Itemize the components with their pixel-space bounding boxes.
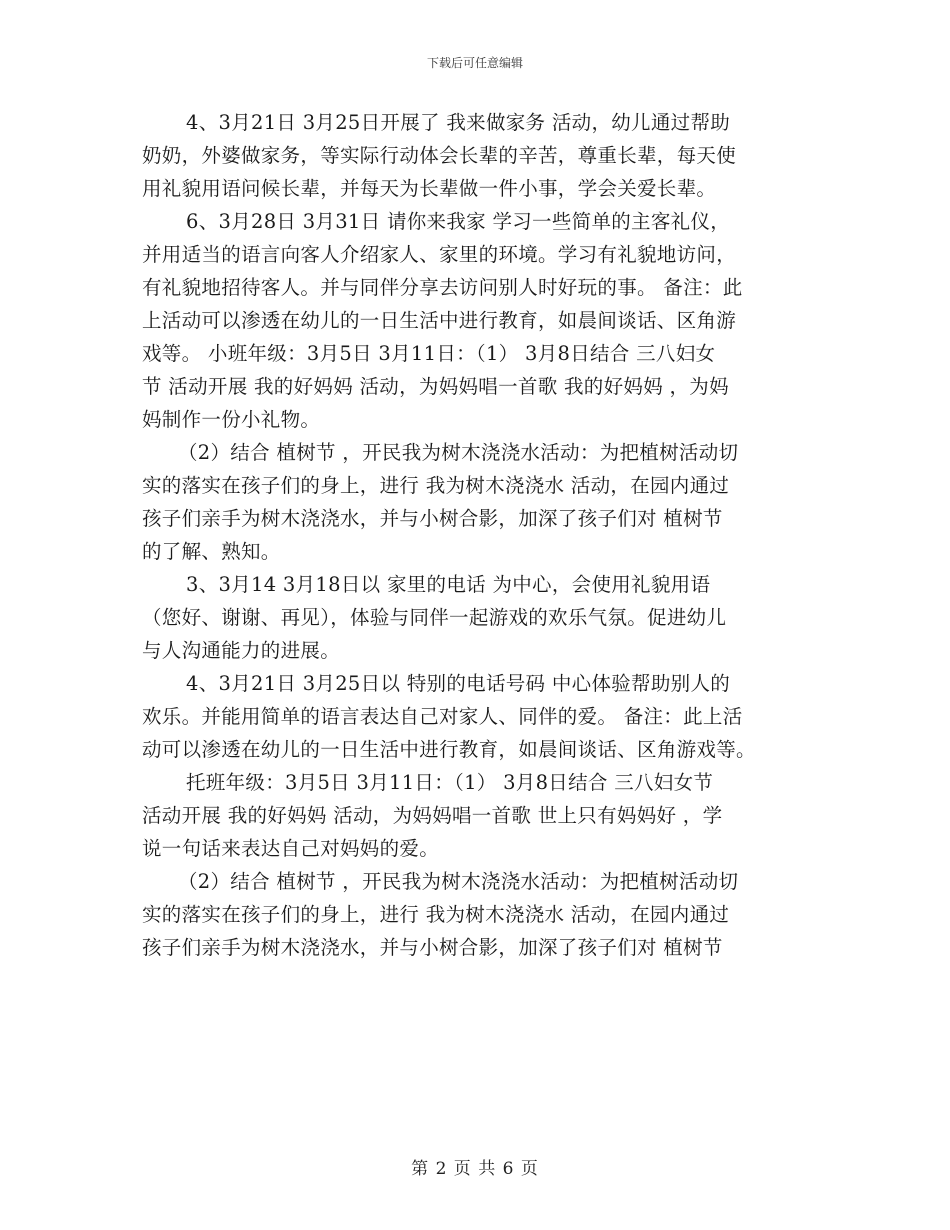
text-line: 的了解、熟知。 xyxy=(142,540,281,563)
text-line: （2）结合 植树节 ，开民我为树木浇浇水活动：为把植树活动切 xyxy=(178,870,739,893)
page-header: 下载后可任意编辑 xyxy=(426,56,523,70)
paragraph-special-phone-number xyxy=(142,667,812,766)
text-line: 戏等。 小班年级：3月5日 3月11日：（1） 3月8日结合 三八妇女 xyxy=(142,342,716,365)
paragraph-arbor-day-small-class xyxy=(142,436,812,568)
text-line: 上活动可以渗透在幼儿的一日生活中进行教育，如晨间谈话、区角游 xyxy=(142,309,737,332)
paragraph-household-chores xyxy=(142,106,812,205)
text-line: 3、3月14 3月18日以 家里的电话 为中心，会使用礼貌用语 xyxy=(186,573,711,596)
text-line: 与人沟通能力的进展。 xyxy=(142,639,341,662)
text-line: 有礼貌地招待客人。并与同伴分享去访问别人时好玩的事。 备注：此 xyxy=(142,276,743,299)
paragraph-nursery-class xyxy=(142,766,812,865)
paragraph-home-telephone xyxy=(142,568,812,667)
text-line: 并用适当的语言向客人介绍家人、家里的环境。学习有礼貌地访问， xyxy=(142,243,737,266)
paragraph-arbor-day-nursery xyxy=(142,865,812,964)
text-line: 活动开展 我的好妈妈 活动，为妈妈唱一首歌 世上只有妈妈好 ，学 xyxy=(142,804,723,827)
text-line: 动可以渗透在幼儿的一日生活中进行教育，如晨间谈话、区角游戏等。 xyxy=(142,738,756,761)
text-line: （您好、谢谢、再见），体验与同伴一起游戏的欢乐气氛。促进幼儿 xyxy=(142,606,727,629)
text-line: （2）结合 植树节 ，开民我为树木浇浇水活动：为把植树活动切 xyxy=(178,441,739,464)
text-line: 节 活动开展 我的好妈妈 活动，为妈妈唱一首歌 我的好妈妈 ，为妈 xyxy=(142,375,729,398)
text-line: 4、3月21日 3月25日开展了 我来做家务 活动，幼儿通过帮助 xyxy=(186,111,731,134)
text-line: 托班年级：3月5日 3月11日：（1） 3月8日结合 三八妇女节 xyxy=(186,771,714,794)
text-line: 用礼貌用语问候长辈，并每天为长辈做一件小事，学会关爱长辈。 xyxy=(142,177,717,200)
text-line: 说一句话来表达自己对妈妈的爱。 xyxy=(142,837,440,860)
text-line: 4、3月21日 3月25日以 特别的电话号码 中心体验帮助别人的 xyxy=(186,672,731,695)
text-line: 欢乐。并能用简单的语言表达自己对家人、同伴的爱。 备注：此上活 xyxy=(142,705,743,728)
text-line: 妈制作一份小礼物。 xyxy=(142,408,321,431)
text-line: 实的落实在孩子们的身上，进行 我为树木浇浇水 活动，在园内通过 xyxy=(142,903,730,926)
text-line: 孩子们亲手为树木浇浇水，并与小树合影，加深了孩子们对 植树节 xyxy=(142,936,723,959)
text-line: 6、3月28日 3月31日 请你来我家 学习一些简单的主客礼仪， xyxy=(186,210,731,233)
text-line: 实的落实在孩子们的身上，进行 我为树木浇浇水 活动，在园内通过 xyxy=(142,474,730,497)
document-body xyxy=(142,106,812,964)
text-line: 奶奶，外婆做家务，等实际行动体会长辈的辛苦，尊重长辈，每天使 xyxy=(142,144,737,167)
paragraph-visit-my-home xyxy=(142,205,812,436)
text-line: 孩子们亲手为树木浇浇水，并与小树合影，加深了孩子们对 植树节 xyxy=(142,507,723,530)
page-number-footer: 第 2 页 共 6 页 xyxy=(411,1159,539,1179)
